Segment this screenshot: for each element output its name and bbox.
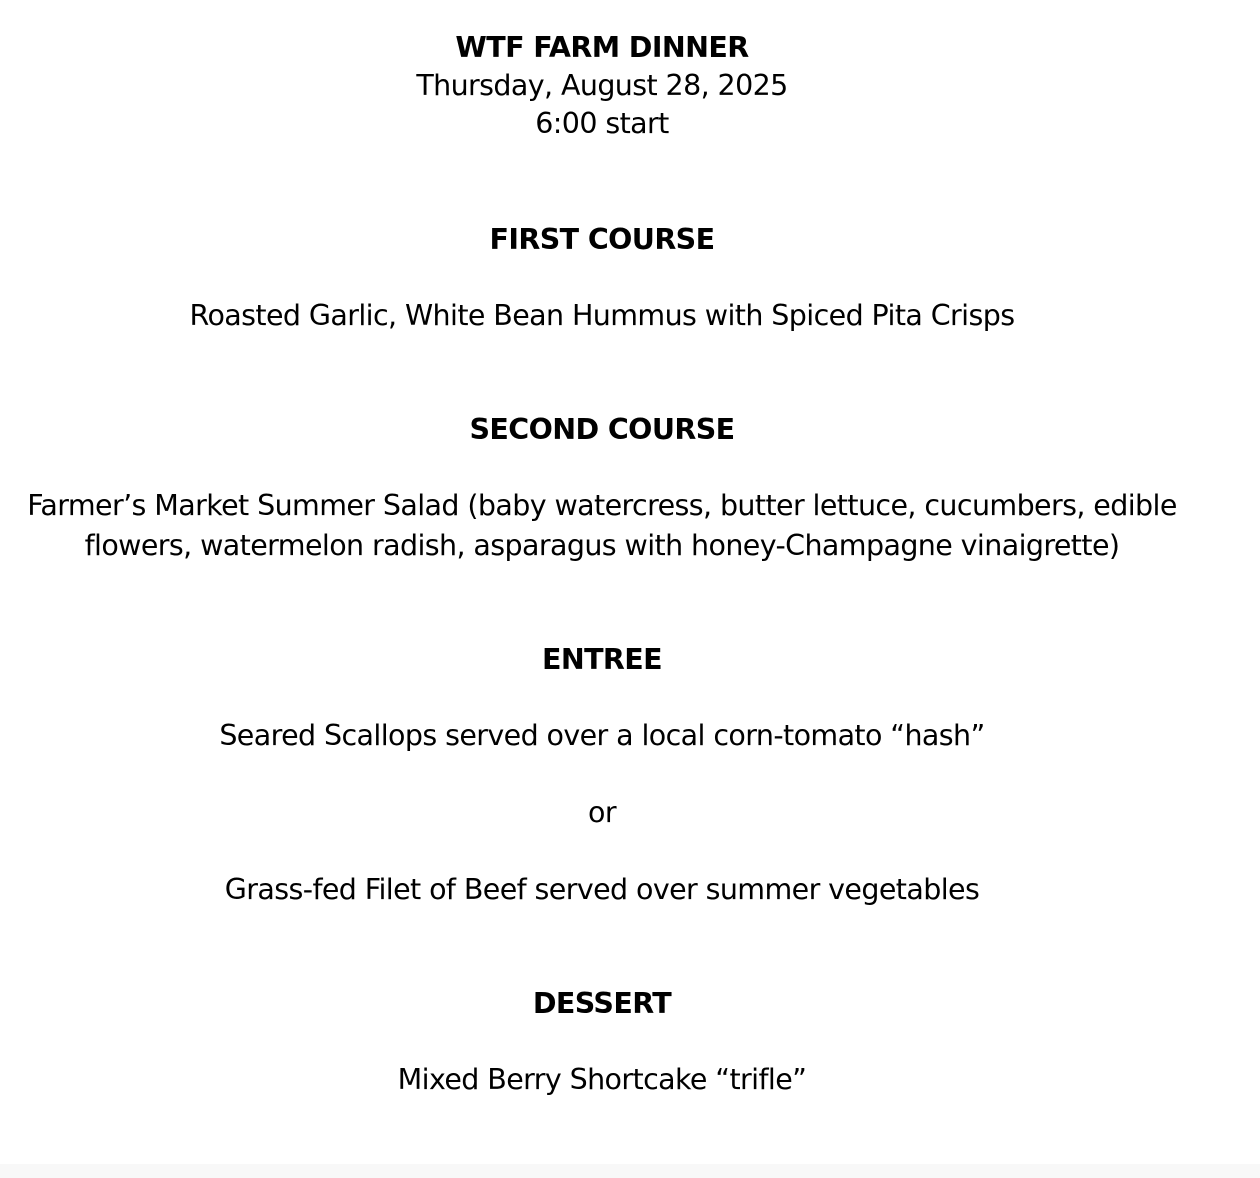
second-course-dish-line-2: flowers, watermelon radish, asparagus with honey-Champagne vinaigrette) [84,529,1120,562]
first-course-dish: Roasted Garlic, White Bean Hummus with Spiced Pita Crisps [189,299,1015,332]
event-date: Thursday, August 28, 2025 [416,69,788,102]
entree-option-beef: Grass-fed Filet of Beef served over summer vegetables [224,873,980,906]
first-course-heading: FIRST COURSE [489,223,715,256]
entree-option-scallops: Seared Scallops served over a local corn-tomato “hash” [219,719,985,752]
start-time: 6:00 start [535,107,669,140]
dessert-dish: Mixed Berry Shortcake “trifle” [397,1063,807,1096]
entree-heading: ENTREE [541,643,663,676]
page-bottom-edge [0,1164,1260,1178]
second-course-heading: SECOND COURSE [469,413,735,446]
menu-title: WTF FARM DINNER [455,31,749,64]
entree-or-separator: or [588,796,616,829]
dessert-heading: DESSERT [532,987,672,1020]
second-course-dish-line-1: Farmer’s Market Summer Salad (baby watercress, butter lettuce, cucumbers, edible [27,489,1177,522]
